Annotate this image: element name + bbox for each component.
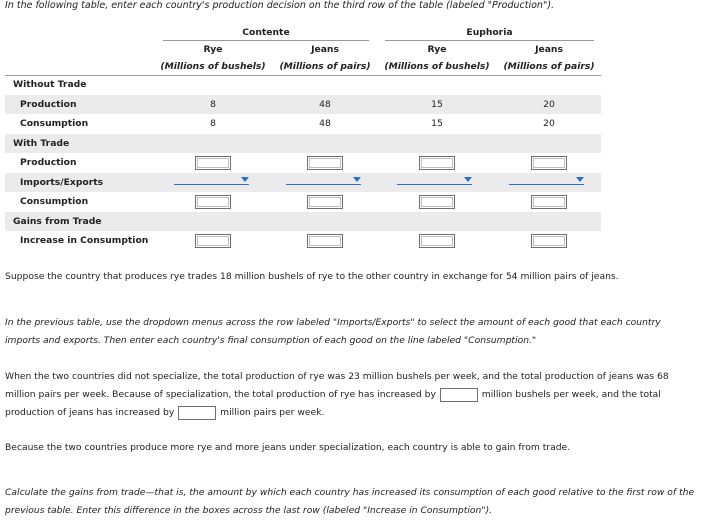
value-cell: 15	[431, 118, 443, 129]
value-cell: 48	[319, 99, 331, 110]
instructions-production: In the following table, enter each country's production decision on the third row of the table (labeled "Production").	[5, 0, 555, 11]
column-header-rye: Rye	[203, 44, 223, 55]
section-row-gains-from-trade	[5, 212, 601, 231]
increase-input-euphoria-jeans[interactable]	[531, 234, 567, 248]
column-header-jeans: Jeans	[311, 44, 339, 55]
column-header-jeans: Jeans	[535, 44, 563, 55]
imports-exports-dropdown-euphoria-rye[interactable]	[397, 175, 472, 185]
consumption-input-euphoria-rye[interactable]	[419, 195, 455, 209]
consumption-input-euphoria-jeans[interactable]	[531, 195, 567, 209]
consumption-input-contente-rye[interactable]	[195, 195, 231, 209]
chevron-down-icon	[241, 177, 249, 182]
chevron-down-icon	[464, 177, 472, 182]
section-row-without-trade	[5, 75, 601, 94]
country-header-euphoria: Euphoria	[466, 27, 513, 38]
header-divider	[163, 40, 369, 41]
section-row-with-trade	[5, 134, 601, 153]
header-divider	[385, 40, 594, 41]
value-cell: 20	[543, 99, 555, 110]
chevron-down-icon	[353, 177, 361, 182]
column-header-rye: Rye	[427, 44, 447, 55]
imports-exports-dropdown-contente-jeans[interactable]	[286, 175, 361, 185]
column-unit: (Millions of pairs)	[503, 61, 595, 72]
table-row-consumption-without-trade	[5, 114, 601, 133]
specialization-question	[5, 368, 697, 422]
value-cell: 8	[210, 118, 216, 129]
table-row-production-without-trade	[5, 95, 601, 114]
production-input-contente-jeans[interactable]	[307, 156, 343, 170]
question-text: million bushels per week, and the total production of jeans has increased by	[5, 389, 661, 418]
consumption-input-contente-jeans[interactable]	[307, 195, 343, 209]
section-label: With Trade	[13, 138, 70, 149]
country-header-contente: Contente	[242, 27, 290, 38]
row-label-consumption: Consumption	[20, 196, 89, 207]
table-row-imports-exports	[5, 173, 601, 192]
row-label-consumption: Consumption	[20, 118, 89, 129]
column-unit: (Millions of bushels)	[384, 61, 490, 72]
jeans-increase-input[interactable]	[178, 406, 216, 420]
row-label-production: Production	[20, 99, 77, 110]
column-unit: (Millions of pairs)	[279, 61, 371, 72]
instructions-gains: Calculate the gains from trade—that is, the amount by which each country has increased its consumption of each good relative to the first row of the previous table. Enter this difference in the boxes across the last row (labeled "Increase in Consumption").	[5, 487, 695, 516]
production-input-euphoria-rye[interactable]	[419, 156, 455, 170]
question-text: When the two countries did not specialize, the total production of rye was 23 million bushels per week, and the total production of jeans was 68 million pairs per week. Because of specialization, the total production of rye has increased by	[5, 371, 669, 400]
production-input-euphoria-jeans[interactable]	[531, 156, 567, 170]
production-input-contente-rye[interactable]	[195, 156, 231, 170]
chevron-down-icon	[576, 177, 584, 182]
table-row-consumption-with-trade	[5, 192, 601, 211]
value-cell: 48	[319, 118, 331, 129]
instructions-imports-exports: In the previous table, use the dropdown menus across the row labeled "Imports/Exports" to select the amount of each good that each country imports and exports. Then enter each country's final consumption of each good on the line labeled "Consumption."	[5, 317, 661, 346]
question-text: million pairs per week.	[220, 407, 325, 418]
row-label-increase: Increase in Consumption	[20, 235, 149, 246]
section-label: Without Trade	[13, 79, 87, 90]
row-label-imports-exports: Imports/Exports	[20, 177, 104, 188]
section-label: Gains from Trade	[13, 216, 102, 227]
value-cell: 15	[431, 99, 443, 110]
increase-input-contente-jeans[interactable]	[307, 234, 343, 248]
table-row-production-with-trade	[5, 153, 601, 172]
table-row-increase-in-consumption	[5, 231, 601, 250]
row-label-production: Production	[20, 157, 77, 168]
value-cell: 20	[543, 118, 555, 129]
column-unit: (Millions of bushels)	[160, 61, 266, 72]
increase-input-contente-rye[interactable]	[195, 234, 231, 248]
gain-statement: Because the two countries produce more rye and more jeans under specialization, each country is able to gain from trade.	[5, 442, 571, 453]
rye-increase-input[interactable]	[440, 388, 478, 402]
increase-input-euphoria-rye[interactable]	[419, 234, 455, 248]
value-cell: 8	[210, 99, 216, 110]
imports-exports-dropdown-contente-rye[interactable]	[174, 175, 249, 185]
imports-exports-dropdown-euphoria-jeans[interactable]	[509, 175, 584, 185]
trade-scenario-text: Suppose the country that produces rye trades 18 million bushels of rye to the other country in exchange for 54 million pairs of jeans.	[5, 271, 619, 282]
